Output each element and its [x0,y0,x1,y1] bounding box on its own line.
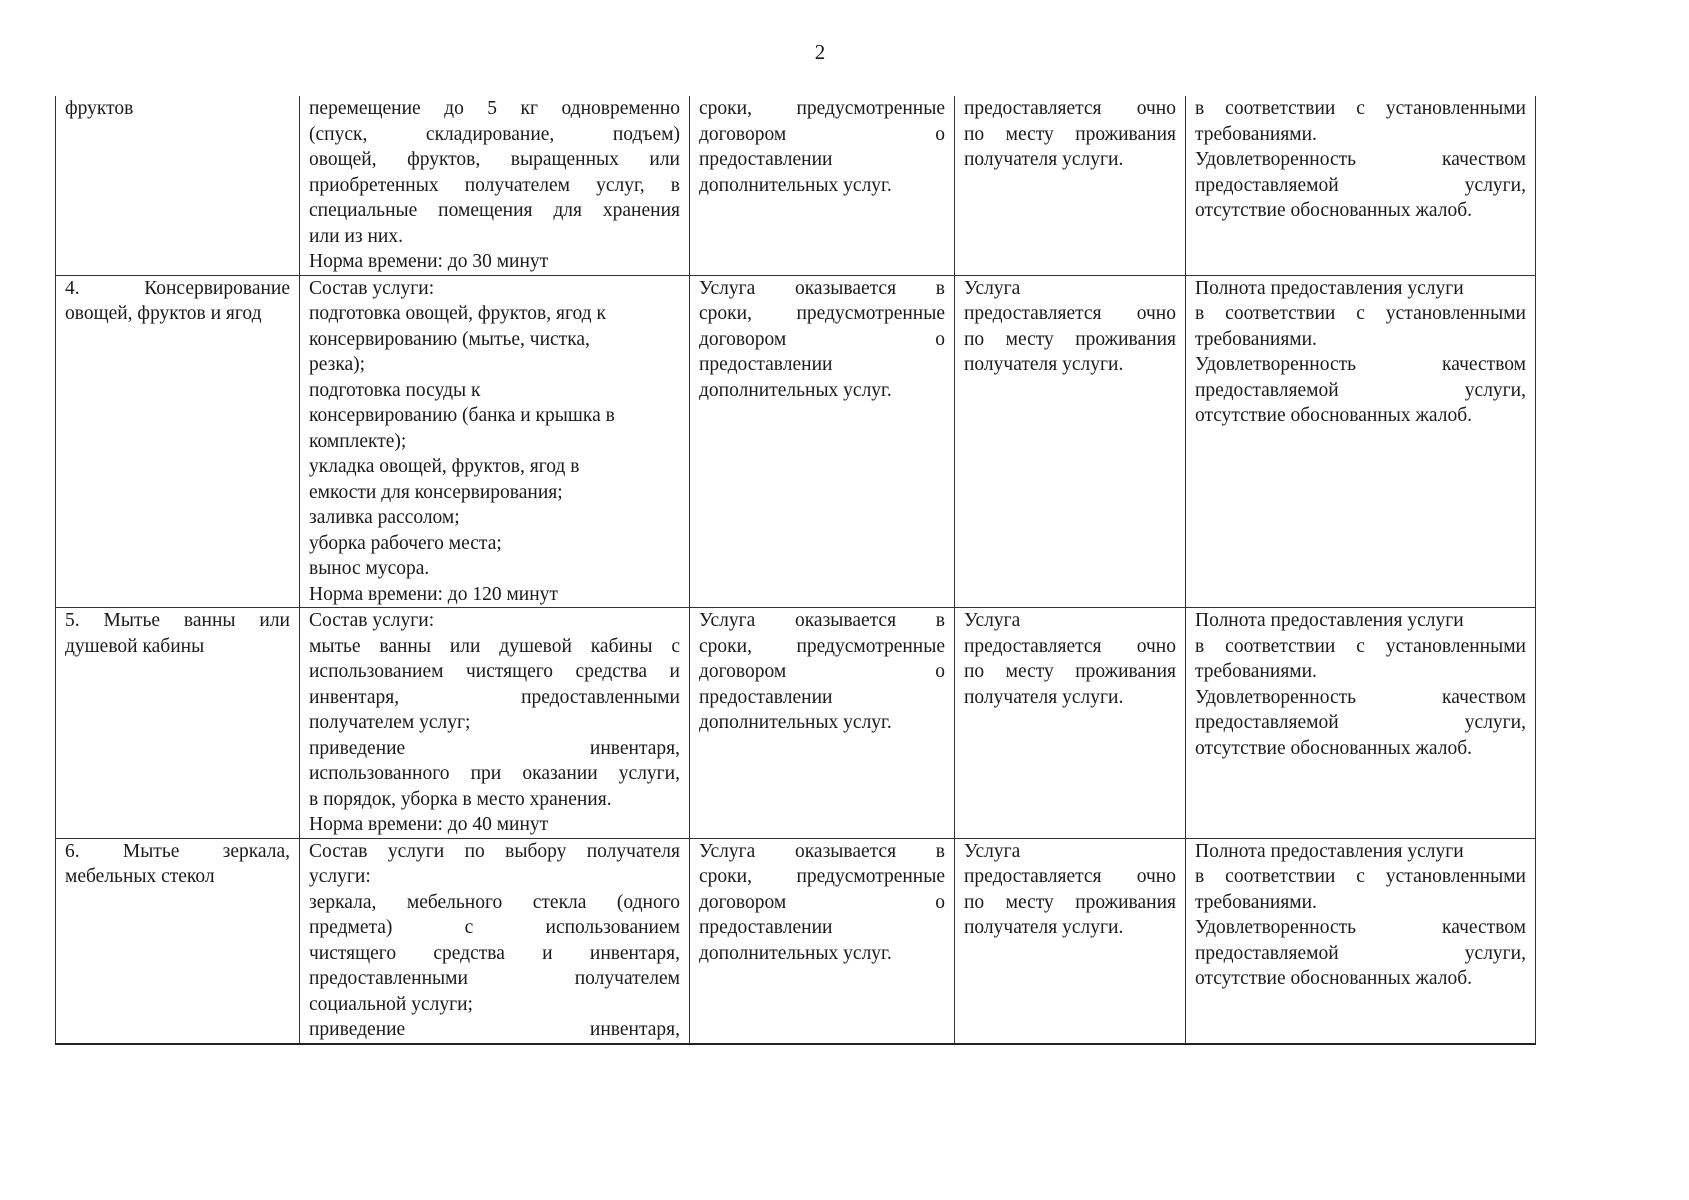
cell-line: отсутствие обоснованных жалоб. [1195,200,1473,221]
cell-line: Полнота предоставления услуги [1195,277,1464,299]
cell-line: предоставляется очно [964,98,1176,119]
cell-line: Услуга [964,277,1021,299]
cell-line: 6. Мытье зеркала, [65,840,290,862]
cell-line: Полнота предоставления услуги [1195,840,1464,862]
cell-line: Состав услуги: [309,277,435,299]
cell-line: Услуга оказывается в [699,610,945,631]
cell-line: предоставляется очно [964,866,1176,887]
cell-line: договором о [699,123,945,145]
cell-line: приведение инвентаря, [309,1019,680,1040]
cell-line: в соответствии с установленными [1195,98,1526,119]
cell-line: (спуск, складирование, подъем) [309,123,680,145]
cell-line: использованием чистящего средства и [309,661,680,682]
cell-line: социальной услуги; [309,993,473,1015]
cell-line: инвентаря, предоставленными [309,686,680,708]
cell-line: сроки, предусмотренные [699,635,945,657]
service-name-cell [56,838,300,1044]
cell-line: договором о [699,891,945,913]
cell-line: в соответствии с установленными [1195,866,1526,887]
cell-line: сроки, предусмотренные [699,303,945,324]
cell-line: овощей, фруктов, выращенных или [309,149,680,170]
cell-line: предоставленными получателем [309,968,680,989]
service-terms-cell [690,608,955,839]
service-conditions-cell [955,838,1186,1044]
cell-line: приобретенных получателем услуг, в [309,174,680,196]
cell-line: укладка овощей, фруктов, ягод в [309,456,580,477]
cell-line: овощей, фруктов и ягод [65,303,262,324]
cell-line: предоставляется очно [964,303,1176,324]
service-terms-cell [690,275,955,608]
cell-line: Услуга [964,610,1021,631]
service-quality-cell [1186,96,1536,275]
cell-line: предоставляемой услуги, [1195,942,1526,964]
cell-line: сроки, предусмотренные [699,866,945,887]
cell-line: требованиями. [1195,661,1317,682]
cell-line: Услуга [964,840,1021,862]
table-row [56,96,1536,275]
cell-line: предоставлении [699,686,833,708]
cell-line: по месту проживания [964,328,1176,350]
cell-line: договором о [699,661,945,682]
table-row [56,838,1536,1044]
cell-line: предоставлении [699,149,833,170]
cell-line: отсутствие обоснованных жалоб. [1195,968,1473,989]
cell-line: по месту проживания [964,123,1176,145]
cell-line: консервированию (банка и крышка в [309,405,615,426]
cell-line: Норма времени: до 40 минут [309,814,549,835]
cell-line: предоставляемой услуги, [1195,174,1526,196]
cell-line: Состав услуги по выбору получателя [309,840,680,862]
service-name-cell [56,96,300,275]
cell-line: дополнительных услуг. [699,379,892,401]
cell-line: в соответствии с установленными [1195,303,1526,324]
service-terms-cell [690,96,955,275]
cell-line: получателя услуги. [964,149,1124,170]
cell-line: консервированию (мытье, чистка, [309,328,590,350]
service-conditions-cell [955,96,1186,275]
services-table [55,96,1536,1045]
cell-line: договором о [699,328,945,350]
cell-line: по месту проживания [964,661,1176,682]
cell-line: 5. Мытье ванны или [65,610,290,631]
service-quality-cell [1186,275,1536,608]
cell-line: по месту проживания [964,891,1176,913]
table-row [56,608,1536,839]
cell-line: зеркала, мебельного стекла (одного [309,891,680,913]
cell-line: предоставляемой услуги, [1195,379,1526,401]
cell-line: услуги: [309,866,371,887]
cell-line: отсутствие обоснованных жалоб. [1195,405,1473,426]
cell-line: предоставлении [699,917,833,938]
service-conditions-cell [955,275,1186,608]
service-quality-cell [1186,608,1536,839]
cell-line: или из них. [309,225,403,247]
cell-line: предоставлении [699,354,833,375]
cell-line: 4. Консервирование [65,277,290,299]
cell-line: дополнительных услуг. [699,174,892,196]
cell-line: использованного при оказании услуги, [309,763,680,784]
cell-line: Удовлетворенность качеством [1195,354,1526,375]
cell-line: специальные помещения для хранения [309,200,680,221]
cell-line: Удовлетворенность качеством [1195,149,1526,170]
cell-line: отсутствие обоснованных жалоб. [1195,737,1473,759]
cell-line: в соответствии с установленными [1195,635,1526,657]
service-terms-cell [690,838,955,1044]
cell-line: Состав услуги: [309,610,435,631]
cell-line: вынос мусора. [309,558,430,579]
cell-line: фруктов [65,98,134,119]
cell-line: сроки, предусмотренные [699,98,945,119]
service-composition-cell [300,275,690,608]
cell-line: подготовка овощей, фруктов, ягод к [309,303,606,324]
service-conditions-cell [955,608,1186,839]
cell-line: требованиями. [1195,891,1317,913]
cell-line: Полнота предоставления услуги [1195,610,1464,631]
service-composition-cell [300,608,690,839]
cell-line: Норма времени: до 120 минут [309,583,558,605]
cell-line: Удовлетворенность качеством [1195,686,1526,708]
cell-line: Удовлетворенность качеством [1195,917,1526,938]
cell-line: получателя услуги. [964,686,1124,708]
cell-line: приведение инвентаря, [309,737,680,759]
cell-line: предмета) с использованием [309,917,680,938]
cell-line: душевой кабины [65,635,205,657]
cell-line: получателя услуги. [964,917,1124,938]
cell-line: комплекте); [309,430,407,452]
cell-line: Норма времени: до 30 минут [309,251,549,272]
cell-line: предоставляемой услуги, [1195,712,1526,733]
cell-line: чистящего средства и инвентаря, [309,942,680,964]
cell-line: мытье ванны или душевой кабины с [309,635,680,657]
cell-line: предоставляется очно [964,635,1176,657]
cell-line: Услуга оказывается в [699,277,945,299]
cell-line: дополнительных услуг. [699,942,892,964]
table-row [56,275,1536,608]
cell-line: емкости для консервирования; [309,481,563,503]
cell-line: требованиями. [1195,328,1317,350]
cell-line: резка); [309,354,366,375]
cell-line: получателя услуги. [964,354,1124,375]
cell-line: мебельных стекол [65,866,215,887]
cell-line: заливка рассолом; [309,507,460,528]
cell-line: в порядок, уборка в место хранения. [309,788,612,810]
page-number: 2 [814,40,826,64]
cell-line: дополнительных услуг. [699,712,892,733]
service-name-cell [56,608,300,839]
service-quality-cell [1186,838,1536,1044]
cell-line: получателем услуг; [309,712,471,733]
service-name-cell [56,275,300,608]
cell-line: требованиями. [1195,123,1317,145]
cell-line: подготовка посуды к [309,379,481,401]
cell-line: перемещение до 5 кг одновременно [309,98,680,119]
cell-line: Услуга оказывается в [699,840,945,862]
service-composition-cell [300,96,690,275]
service-composition-cell [300,838,690,1044]
cell-line: уборка рабочего места; [309,532,502,554]
